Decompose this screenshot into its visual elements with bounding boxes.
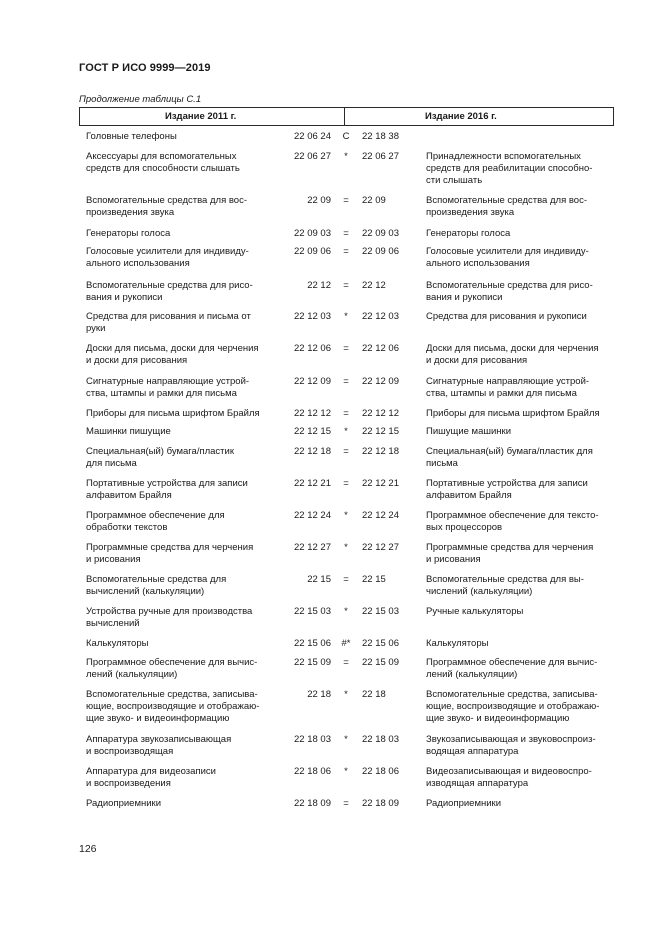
header-divider <box>344 108 345 125</box>
name-2011: Калькуляторы <box>86 638 149 649</box>
relation-symbol: * <box>344 734 348 745</box>
relation-symbol: = <box>343 574 349 585</box>
name-2016: Видеозаписывающая и видеовоспро- изводящая аппаратура <box>426 766 592 790</box>
code-2011: 22 15 09 <box>294 657 331 668</box>
name-2011: Специальная(ый) бумага/пластик для письма <box>86 446 234 470</box>
name-2011: Вспомогательные средства, записыва- ющие, воспроизводящие и отображаю- щие звуко- и видеоинформацию <box>86 689 260 725</box>
relation-symbol: = <box>343 376 349 387</box>
relation-symbol: = <box>343 195 349 206</box>
name-2016: Средства для рисования и рукописи <box>426 311 587 322</box>
table-header <box>79 107 614 126</box>
code-2011: 22 09 03 <box>294 228 331 239</box>
name-2011: Вспомогательные средства для вос- произведения звука <box>86 195 247 219</box>
name-2011: Программные средства для черчения и рисования <box>86 542 254 566</box>
name-2016: Голосовые усилители для индивиду- ального использования <box>426 246 589 270</box>
code-2016: 22 12 21 <box>362 478 399 489</box>
page-number: 126 <box>79 843 97 855</box>
code-2016: 22 12 24 <box>362 510 399 521</box>
relation-symbol: * <box>344 766 348 777</box>
name-2016: Портативные устройства для записи алфавитом Брайля <box>426 478 588 502</box>
name-2011: Аппаратура звукозаписывающая и воспроизводящая <box>86 734 232 758</box>
code-2011: 22 18 <box>307 689 331 700</box>
document-title: ГОСТ Р ИСО 9999—2019 <box>79 62 211 74</box>
name-2011: Вспомогательные средства для рисо- вания и рукописи <box>86 280 253 304</box>
code-2011: 22 15 <box>307 574 331 585</box>
code-2016: 22 18 03 <box>362 734 399 745</box>
name-2011: Портативные устройства для записи алфавитом Брайля <box>86 478 248 502</box>
code-2016: 22 15 <box>362 574 386 585</box>
code-2011: 22 12 21 <box>294 478 331 489</box>
name-2016: Приборы для письма шрифтом Брайля <box>426 408 600 419</box>
relation-symbol: * <box>344 542 348 553</box>
code-2011: 22 12 27 <box>294 542 331 553</box>
code-2016: 22 12 09 <box>362 376 399 387</box>
code-2011: 22 12 18 <box>294 446 331 457</box>
code-2016: 22 15 09 <box>362 657 399 668</box>
code-2016: 22 12 06 <box>362 343 399 354</box>
table-caption: Продолжение таблицы С.1 <box>79 94 202 105</box>
name-2016: Программное обеспечение для вычис- лений (калькуляции) <box>426 657 598 681</box>
code-2016: 22 15 06 <box>362 638 399 649</box>
code-2016: 22 06 27 <box>362 151 399 162</box>
relation-symbol: * <box>344 606 348 617</box>
name-2011: Устройства ручные для производства вычислений <box>86 606 253 630</box>
code-2011: 22 18 03 <box>294 734 331 745</box>
name-2016: Вспомогательные средства для вы- числений (калькуляции) <box>426 574 584 598</box>
relation-symbol: = <box>343 280 349 291</box>
name-2011: Генераторы голоса <box>86 228 171 239</box>
code-2016: 22 12 27 <box>362 542 399 553</box>
column-header-2016: Издание 2016 г. <box>425 111 497 122</box>
code-2016: 22 12 03 <box>362 311 399 322</box>
name-2011: Голосовые усилители для индивиду- ального использования <box>86 246 249 270</box>
relation-symbol: = <box>343 408 349 419</box>
code-2016: 22 12 15 <box>362 426 399 437</box>
name-2011: Вспомогательные средства для вычислений (калькуляции) <box>86 574 227 598</box>
name-2016: Принадлежности вспомогательных средств для реабилитации способно- сти слышать <box>426 151 593 187</box>
code-2011: 22 09 06 <box>294 246 331 257</box>
code-2016: 22 09 03 <box>362 228 399 239</box>
code-2016: 22 15 03 <box>362 606 399 617</box>
code-2011: 22 15 03 <box>294 606 331 617</box>
relation-symbol: * <box>344 510 348 521</box>
code-2011: 22 06 27 <box>294 151 331 162</box>
code-2011: 22 12 03 <box>294 311 331 322</box>
code-2011: 22 09 <box>307 195 331 206</box>
code-2011: 22 15 06 <box>294 638 331 649</box>
code-2011: 22 12 <box>307 280 331 291</box>
name-2016: Сигнатурные направляющие устрой- ства, штампы и рамки для письма <box>426 376 590 400</box>
code-2016: 22 09 06 <box>362 246 399 257</box>
name-2016: Программное обеспечение для тексто- вых процессоров <box>426 510 599 534</box>
name-2016: Вспомогательные средства для вос- произведения звука <box>426 195 587 219</box>
name-2016: Пишущие машинки <box>426 426 512 437</box>
name-2011: Сигнатурные направляющие устрой- ства, штампы и рамки для письма <box>86 376 250 400</box>
code-2016: 22 18 06 <box>362 766 399 777</box>
code-2016: 22 18 <box>362 689 386 700</box>
relation-symbol: = <box>343 343 349 354</box>
relation-symbol: * <box>344 689 348 700</box>
relation-symbol: = <box>343 446 349 457</box>
name-2016: Ручные калькуляторы <box>426 606 524 617</box>
relation-symbol: = <box>343 798 349 809</box>
code-2011: 22 18 09 <box>294 798 331 809</box>
name-2016: Вспомогательные средства для рисо- вания и рукописи <box>426 280 593 304</box>
name-2011: Приборы для письма шрифтом Брайля <box>86 408 260 419</box>
code-2011: 22 12 09 <box>294 376 331 387</box>
name-2011: Аксессуары для вспомогательных средств для способности слышать <box>86 151 240 175</box>
name-2016: Программные средства для черчения и рисования <box>426 542 594 566</box>
name-2011: Машинки пишущие <box>86 426 171 437</box>
name-2016: Генераторы голоса <box>426 228 511 239</box>
relation-symbol: = <box>343 228 349 239</box>
code-2011: 22 18 06 <box>294 766 331 777</box>
name-2016: Звукозаписывающая и звуковоспроиз- водящая аппаратура <box>426 734 596 758</box>
code-2016: 22 18 38 <box>362 131 399 142</box>
code-2016: 22 18 09 <box>362 798 399 809</box>
code-2011: 22 12 06 <box>294 343 331 354</box>
relation-symbol: = <box>343 246 349 257</box>
code-2011: 22 12 24 <box>294 510 331 521</box>
code-2011: 22 12 15 <box>294 426 331 437</box>
code-2011: 22 06 24 <box>294 131 331 142</box>
code-2016: 22 12 <box>362 280 386 291</box>
code-2016: 22 09 <box>362 195 386 206</box>
code-2016: 22 12 18 <box>362 446 399 457</box>
name-2011: Радиоприемники <box>86 798 162 809</box>
name-2011: Средства для рисования и письма от руки <box>86 311 251 335</box>
name-2016: Калькуляторы <box>426 638 489 649</box>
relation-symbol: * <box>344 426 348 437</box>
name-2011: Программное обеспечение для обработки текстов <box>86 510 225 534</box>
column-header-2011: Издание 2011 г. <box>165 111 237 122</box>
name-2011: Доски для письма, доски для черчения и доски для рисования <box>86 343 259 367</box>
name-2016: Специальная(ый) бумага/пластик для письма <box>426 446 593 470</box>
relation-symbol: * <box>344 311 348 322</box>
name-2011: Программное обеспечение для вычис- лений (калькуляции) <box>86 657 258 681</box>
relation-symbol: * <box>344 151 348 162</box>
name-2016: Доски для письма, доски для черчения и доски для рисования <box>426 343 599 367</box>
relation-symbol: #* <box>341 638 351 649</box>
name-2016: Радиоприемники <box>426 798 502 809</box>
relation-symbol: C <box>342 131 350 142</box>
relation-symbol: = <box>343 478 349 489</box>
code-2011: 22 12 12 <box>294 408 331 419</box>
name-2011: Головные телефоны <box>86 131 177 142</box>
relation-symbol: = <box>343 657 349 668</box>
code-2016: 22 12 12 <box>362 408 399 419</box>
name-2016: Вспомогательные средства, записыва- ющие, воспроизводящие и отображаю- щие звуко- и видеоинформацию <box>426 689 600 725</box>
name-2011: Аппаратура для видеозаписи и воспроизведения <box>86 766 216 790</box>
